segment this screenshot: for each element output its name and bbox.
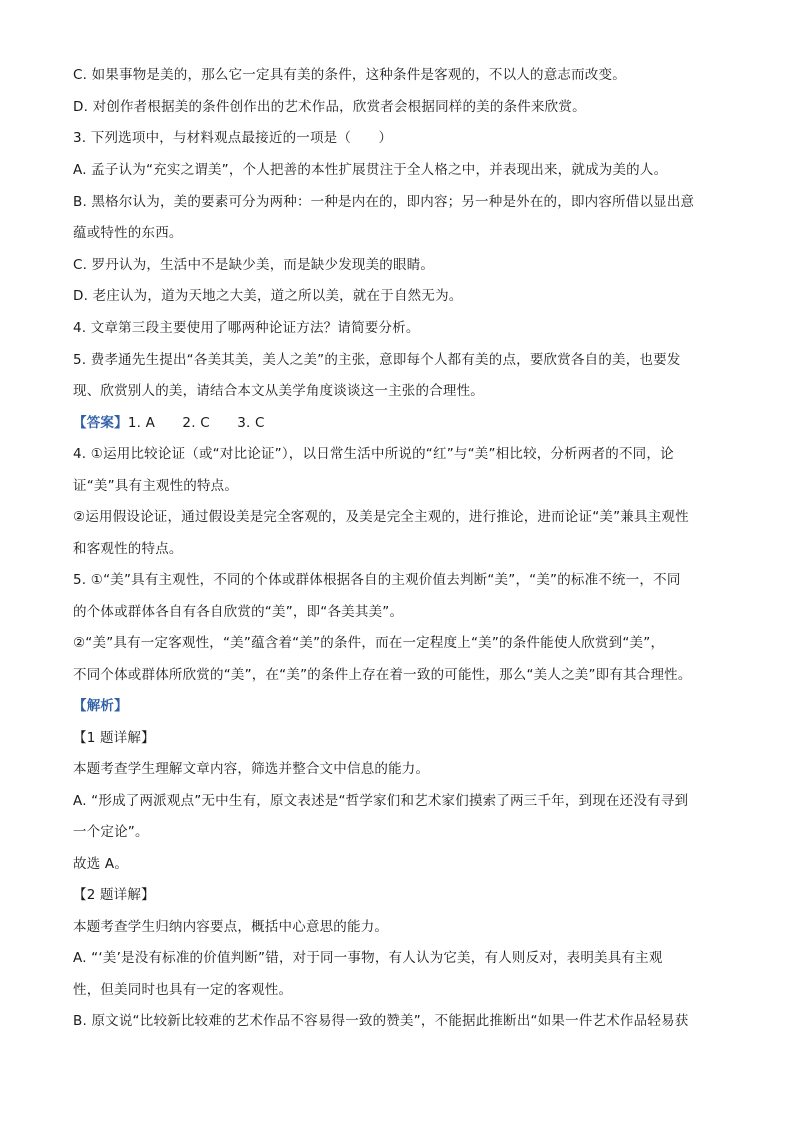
- answer-4-line-3: ②运用假设论证，通过假设美是完全客观的，及美是完全主观的，进行推论，进而论证“美”兼具主观性: [73, 509, 689, 525]
- q3-option-b-cont-line: 蕴或特性的东西。: [73, 225, 183, 241]
- q2-detail-line-2: A. “‘美’是没有标准的价值判断”错，对于同一事物，有人认为它美，有人则反对，表明美具有主观: [73, 950, 663, 966]
- q1-detail-line-1: 本题考查学生理解文章内容，筛选并整合文中信息的能力。: [73, 761, 430, 777]
- analysis-tag: 【解析】: [73, 698, 128, 714]
- question-3-line: 3. 下列选项中，与材料观点最接近的一项是（ ）: [73, 130, 393, 146]
- q3-option-d-line: D. 老庄认为，道为天地之大美，道之所以美，就在于自然无为。: [73, 288, 463, 304]
- answer-tag: 【答案】: [73, 415, 128, 431]
- q1-detail-line-4: 故选 A。: [73, 856, 129, 872]
- answer-line: [73, 413, 265, 433]
- question-5-cont-line: 现、欣赏别人的美，请结合本文从美学角度谈谈这一主张的合理性。: [73, 383, 484, 399]
- answer-4-line-1: 4. ①运用比较论证（或“对比论证”），以日常生活中所说的“红”与“美”相比较，分析两者的不同，论: [73, 446, 674, 462]
- q1-detail-line-3: 一个定论”。: [73, 824, 149, 840]
- answer-text: 1. A 2. C 3. C: [127, 415, 265, 431]
- q3-option-a-line: A. 孟子认为“充实之谓美”，个人把善的本性扩展贯注于全人格之中，并表现出来，就成为美的人。: [73, 162, 668, 178]
- q2-detail-line-1: 本题考查学生归纳内容要点，概括中心意思的能力。: [73, 919, 389, 935]
- answer-5-line-4: 不同个体或群体所欣赏的“美”，在“美”的条件上存在着一致的可能性，那么“美人之美”即有其合理性。: [73, 667, 692, 683]
- q3-option-c-line: C. 罗丹认为，生活中不是缺少美，而是缺少发现美的眼睛。: [73, 257, 435, 273]
- q3-option-b-line: B. 黑格尔认为，美的要素可分为两种：一种是内在的，即内容；另一种是外在的，即内容所借以显出意: [73, 194, 695, 210]
- q1-detail-heading: 【1 题详解】: [73, 730, 155, 746]
- q1-detail-line-2: A. “形成了两派观点”无中生有，原文表述是“哲学家们和艺术家们摸索了两三千年，到现在还没有寻到: [73, 793, 689, 809]
- answer-5-line-3: ②“美”具有一定客观性，“美”蕴含着“美”的条件，而在一定程度上“美”的条件能使人欣赏到“美”，: [73, 635, 665, 651]
- answer-5-line-2: 的个体或群体各自有各自欣赏的“美”，即“各美其美”。: [73, 604, 404, 620]
- q2-detail-heading: 【2 题详解】: [73, 887, 155, 903]
- option-d-line: D. 对创作者根据美的条件创作出的艺术作品，欣赏者会根据同样的美的条件来欣赏。: [73, 99, 586, 115]
- question-5-line: 5. 费孝通先生提出“各美其美，美人之美”的主张，意即每个人都有美的点，要欣赏各自的美，也要发: [73, 352, 681, 368]
- option-c-line: C. 如果事物是美的，那么它一定具有美的条件，这种条件是客观的，不以人的意志而改变。: [73, 67, 626, 83]
- q2-detail-line-3: 性，但美同时也具有一定的客观性。: [73, 982, 293, 998]
- answer-4-line-4: 和客观性的特点。: [73, 541, 183, 557]
- q2-detail-line-4: B. 原文说“比较新比较难的艺术作品不容易得一致的赞美”，不能据此推断出“如果一件艺术作品轻易获: [73, 1013, 689, 1029]
- answer-5-line-1: 5. ①“美”具有主观性，不同的个体或群体根据各自的主观价值去判断“美”，“美”的标准不统一，不同: [73, 572, 681, 588]
- question-4-line: 4. 文章第三段主要使用了哪两种论证方法？请简要分析。: [73, 320, 420, 336]
- answer-4-line-2: 证“美”具有主观性的特点。: [73, 478, 239, 494]
